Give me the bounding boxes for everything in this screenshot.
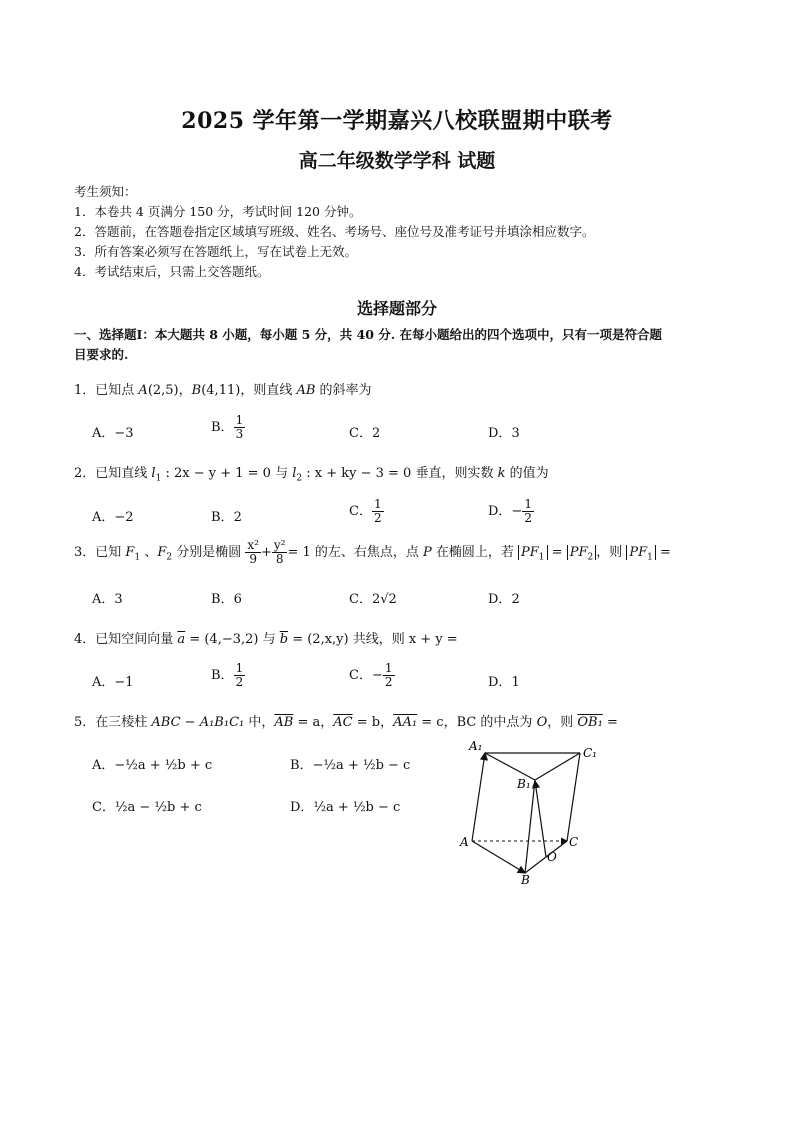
option-value: −½a + ½b + c	[114, 758, 213, 773]
numerator: 1	[524, 497, 532, 511]
option-d[interactable]	[488, 671, 520, 690]
vector-ac: $\overline{AC}$	[333, 715, 353, 730]
fraction	[383, 662, 395, 689]
option-a[interactable]	[92, 671, 134, 690]
line-label: AB	[296, 383, 316, 398]
option-b[interactable]	[290, 754, 410, 773]
option-letter: B．	[211, 668, 234, 683]
option-letter: B．	[211, 592, 234, 607]
notice-item: 2．答题前，在答题卷指定区域填写班级、姓名、考场号、座位号及准考证号并填涂相应数字。	[74, 224, 595, 239]
option-letter: A．	[92, 758, 115, 773]
question-text: 共线，则 x + y =	[348, 632, 458, 647]
subscript: 1	[647, 552, 653, 563]
vector-a: $\overline{a}$	[177, 632, 186, 647]
question-3	[74, 539, 671, 566]
equation: : 2x − y + 1 = 0	[161, 466, 271, 481]
option-a[interactable]	[92, 422, 134, 441]
label-c1: C₁	[583, 746, 597, 760]
question-text: ，则直线	[240, 383, 297, 398]
question-text: 、	[140, 545, 158, 560]
denominator: 8	[272, 552, 288, 566]
line-label: l	[292, 466, 297, 481]
option-c[interactable]	[349, 662, 395, 689]
segment: PF	[569, 545, 588, 560]
question-text: ，则	[547, 715, 578, 730]
option-d[interactable]	[488, 588, 520, 607]
point-label: B	[191, 383, 202, 398]
subscript: 2	[587, 552, 594, 563]
absolute-value	[518, 545, 548, 563]
edge-bb1	[525, 780, 535, 873]
option-value: 6	[233, 592, 242, 607]
point-label: P	[423, 545, 432, 560]
vector-value: = (4,−3,2)	[185, 632, 259, 647]
option-b[interactable]	[211, 506, 242, 525]
coordinate: (2,5)	[147, 383, 179, 398]
option-d[interactable]	[290, 796, 400, 815]
prism-figure	[455, 735, 595, 885]
option-letter: B．	[290, 758, 313, 773]
question-number: 5．	[74, 715, 96, 730]
numerator: 1	[373, 497, 382, 511]
option-value: −2	[114, 510, 134, 525]
exam-title: 2025 学年第一学期嘉兴八校联盟期中联考	[181, 108, 613, 134]
option-c[interactable]	[349, 422, 380, 441]
absolute-value	[626, 545, 656, 563]
fraction	[234, 414, 246, 441]
numerator: 1	[235, 661, 244, 675]
option-value: 2	[371, 426, 381, 441]
question-text: ，	[178, 383, 192, 398]
option-letter: C．	[92, 800, 115, 815]
line-label: l	[151, 466, 156, 481]
part-instructions	[74, 325, 724, 365]
option-d[interactable]	[488, 422, 520, 441]
operator: =	[547, 545, 567, 560]
segment: PF	[521, 545, 539, 560]
equation: = b	[352, 715, 381, 730]
denominator: 2	[235, 675, 244, 689]
equation: = c	[417, 715, 444, 730]
question-number: 2．	[74, 466, 96, 481]
option-value: 3	[114, 592, 123, 607]
notice-item: 3．所有答案必须写在答题纸上，写在试卷上无效。	[74, 244, 357, 259]
operator: +	[260, 545, 272, 560]
part-line: 目要求的.	[74, 347, 129, 362]
option-letter: C．	[349, 504, 372, 519]
numerator: x²	[247, 538, 259, 552]
option-letter: D．	[488, 592, 512, 607]
option-c[interactable]	[349, 588, 397, 607]
part-line: 一、选择题Ⅰ：本大题共 8 小题，每小题 5 分，共 40 分. 在每小题给出的四个选项中，只有一项是符合题	[74, 327, 662, 342]
subscript: 1	[538, 552, 545, 563]
question-text: 在椭圆上，若	[431, 545, 519, 560]
option-b[interactable]	[211, 588, 242, 607]
question-text: =	[655, 545, 671, 560]
fraction	[245, 539, 261, 566]
question-number: 3．	[74, 545, 96, 560]
vector-ab: $\overline{AB}$	[274, 715, 294, 730]
numerator: y²	[273, 538, 286, 552]
question-text: ，则	[596, 545, 627, 560]
question-text: 垂直，则实数	[411, 466, 498, 481]
option-a[interactable]	[92, 506, 134, 525]
notice-head: 考生须知：	[74, 184, 137, 199]
option-letter: D．	[290, 800, 314, 815]
question-text: ，	[320, 715, 334, 730]
equation: = 1	[287, 545, 311, 560]
point-label: A	[138, 383, 148, 398]
question-text: 分别是椭圆	[172, 545, 246, 560]
question-4	[74, 628, 458, 647]
numerator: 1	[235, 413, 244, 427]
question-text: 与	[258, 632, 280, 647]
label-b1: B₁	[517, 777, 531, 791]
edge-aa1	[472, 753, 485, 841]
notice-item: 4．考试结束后，只需上交答题纸。	[74, 264, 270, 279]
vector-aa1: AA₁	[393, 715, 418, 730]
option-letter: D．	[488, 426, 512, 441]
option-letter: D．	[488, 675, 512, 690]
question-text: 已知直线	[95, 466, 152, 481]
numerator: 1	[384, 661, 393, 675]
coordinate: (4,11)	[201, 383, 241, 398]
label-a: A	[460, 835, 469, 849]
subscript: 2	[296, 473, 303, 484]
option-a[interactable]	[92, 754, 212, 773]
equation: : x + ky − 3 = 0	[302, 466, 412, 481]
edge-b1c1	[535, 753, 580, 780]
denominator: 3	[235, 427, 244, 441]
option-letter: C．	[349, 592, 372, 607]
question-5	[74, 711, 618, 730]
option-letter: A．	[92, 426, 115, 441]
label-a1: A₁	[469, 739, 483, 753]
section-title: 选择题部分	[356, 299, 437, 318]
option-sign: −	[511, 504, 523, 519]
option-b[interactable]	[211, 662, 245, 689]
option-value: ½a − ½b + c	[114, 800, 202, 815]
question-text: 的斜率为	[315, 383, 372, 398]
question-number: 1．	[74, 383, 96, 398]
point-label: O	[536, 715, 548, 730]
label-o: O	[547, 850, 557, 864]
question-text: 的值为	[505, 466, 549, 481]
focus-label: F	[125, 545, 135, 560]
segment: PF	[629, 545, 648, 560]
option-d[interactable]	[488, 498, 534, 525]
equation: = a	[293, 715, 321, 730]
question-text: 中，	[244, 715, 275, 730]
segment-ob1	[535, 781, 546, 857]
option-letter: B．	[211, 510, 234, 525]
question-text: 已知空间向量	[95, 632, 178, 647]
denominator: 2	[384, 675, 393, 689]
prism-label: ABC − A₁B₁C₁	[151, 715, 245, 730]
question-text: 的左、右焦点，点	[310, 545, 423, 560]
vector-value: = (2,x,y)	[288, 632, 349, 647]
exam-subtitle: 高二年级数学学科 试题	[298, 150, 496, 172]
candidate-notice	[74, 182, 594, 282]
option-letter: A．	[92, 592, 115, 607]
vector-b: $\overline{b}$	[279, 632, 289, 647]
question-1	[74, 379, 372, 398]
subscript: 2	[166, 552, 173, 563]
option-value: −3	[114, 426, 134, 441]
edge-a1b1	[485, 753, 535, 780]
option-sign: −	[371, 668, 383, 683]
fraction	[372, 498, 384, 525]
edge-ab	[472, 841, 525, 873]
denominator: 2	[373, 511, 382, 525]
edge-cc1	[567, 753, 580, 841]
option-letter: C．	[349, 668, 372, 683]
option-letter: C．	[349, 426, 372, 441]
absolute-value	[567, 545, 597, 563]
option-a[interactable]	[92, 588, 123, 607]
question-text: 与	[270, 466, 293, 481]
option-value: ½a + ½b − c	[313, 800, 401, 815]
focus-label: F	[157, 545, 167, 560]
question-text: =	[602, 715, 618, 730]
question-text: ，	[380, 715, 394, 730]
fraction	[522, 498, 534, 525]
fraction	[272, 539, 288, 566]
subscript: 1	[134, 552, 141, 563]
subscript: 1	[155, 473, 162, 484]
denominator: 2	[524, 511, 532, 525]
option-letter: A．	[92, 510, 115, 525]
question-text: 在三棱柱	[95, 715, 152, 730]
option-value: −1	[114, 675, 134, 690]
option-value: 2	[511, 592, 520, 607]
notice-item: 1．本卷共 4 页满分 150 分，考试时间 120 分钟。	[74, 204, 362, 219]
option-letter: B．	[211, 420, 234, 435]
option-value: 3	[511, 426, 520, 441]
question-text: ，BC 的中点为	[443, 715, 537, 730]
option-value: 1	[511, 675, 520, 690]
question-2	[74, 462, 549, 484]
option-b[interactable]	[211, 414, 245, 441]
denominator: 9	[245, 552, 261, 566]
vector-ob1: OB₁	[577, 715, 603, 730]
question-number: 4．	[74, 632, 96, 647]
option-letter: A．	[92, 675, 115, 690]
option-c[interactable]	[349, 498, 384, 525]
label-c: C	[569, 835, 579, 849]
option-value: −½a + ½b − c	[312, 758, 411, 773]
option-value: 2√2	[371, 592, 397, 607]
question-text: 已知点	[95, 383, 139, 398]
question-text: 已知	[95, 545, 126, 560]
label-b: B	[521, 873, 530, 887]
option-c[interactable]	[92, 796, 202, 815]
variable: k	[497, 466, 506, 481]
option-value: 2	[233, 510, 242, 525]
option-letter: D．	[488, 504, 512, 519]
fraction	[234, 662, 246, 689]
